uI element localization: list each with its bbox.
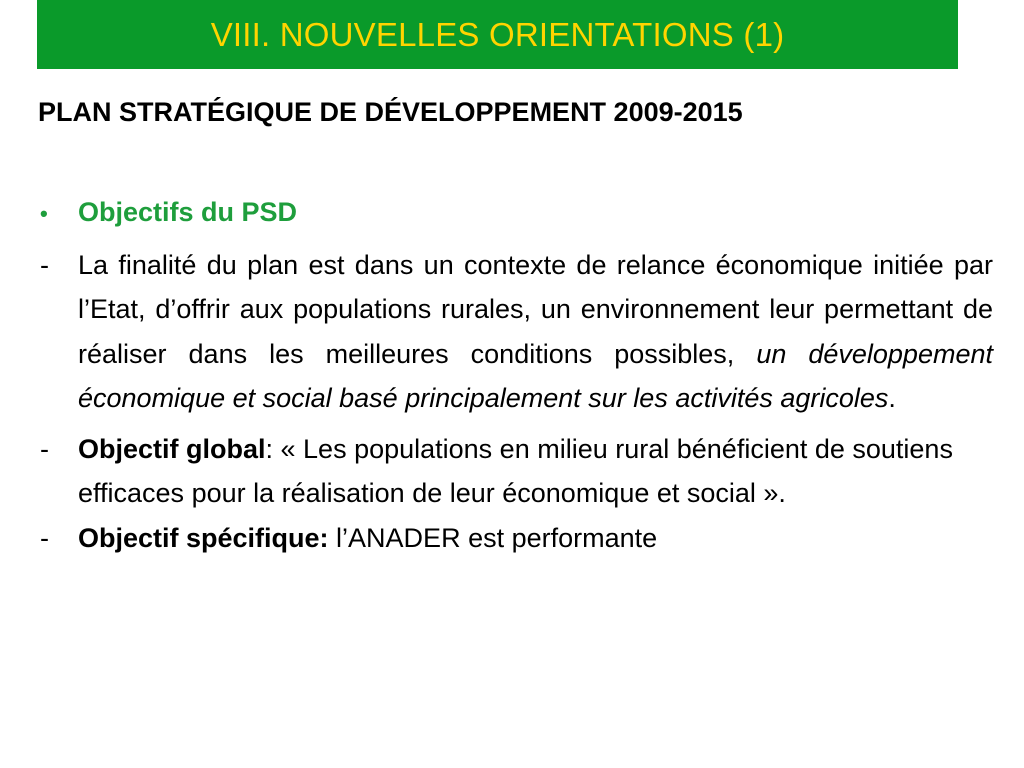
dash-marker: - [40,433,49,464]
objectif-global-text: : « Les populations en milieu rural bénéficient de soutiens efficaces pour la réalisation de leur économique et social ». [78,433,953,508]
title-bar [37,0,958,69]
dash-marker: - [40,249,49,280]
finalite-text: La finalité du plan est dans un contexte de relance économique initiée par l’Etat, d’offrir aux populations rurales, un environnement leur permettant de réaliser dans les meilleures conditions possibles, [78,249,993,369]
slide-title: VIII. NOUVELLES ORIENTATIONS (1) [210,15,785,53]
bullet-heading: Objectifs du PSD [78,197,298,227]
dash-marker: - [40,522,49,553]
objectif-global-label: Objectif global [78,433,266,464]
objectif-specifique-label: Objectif spécifique: [78,522,329,553]
slide-subtitle: PLAN STRATÉGIQUE DE DÉVELOPPEMENT 2009-2015 [38,97,743,127]
finalite-italic-text: un développement économique et social basé principalement sur les activités agricoles [78,338,993,413]
bullet-item-objectifs [40,190,993,237]
objectif-specifique-paragraph [78,516,993,561]
objectif-global-paragraph [78,427,993,516]
dash-item-objectif-specifique [40,516,993,561]
finalite-paragraph [78,243,993,421]
dash-item-finalite [40,243,993,421]
bullet-marker: • [40,201,48,226]
slide-content [40,190,993,560]
dash-item-objectif-global [40,427,993,516]
finalite-end: . [888,383,896,413]
objectif-specifique-text: l’ANADER est performante [328,522,658,553]
